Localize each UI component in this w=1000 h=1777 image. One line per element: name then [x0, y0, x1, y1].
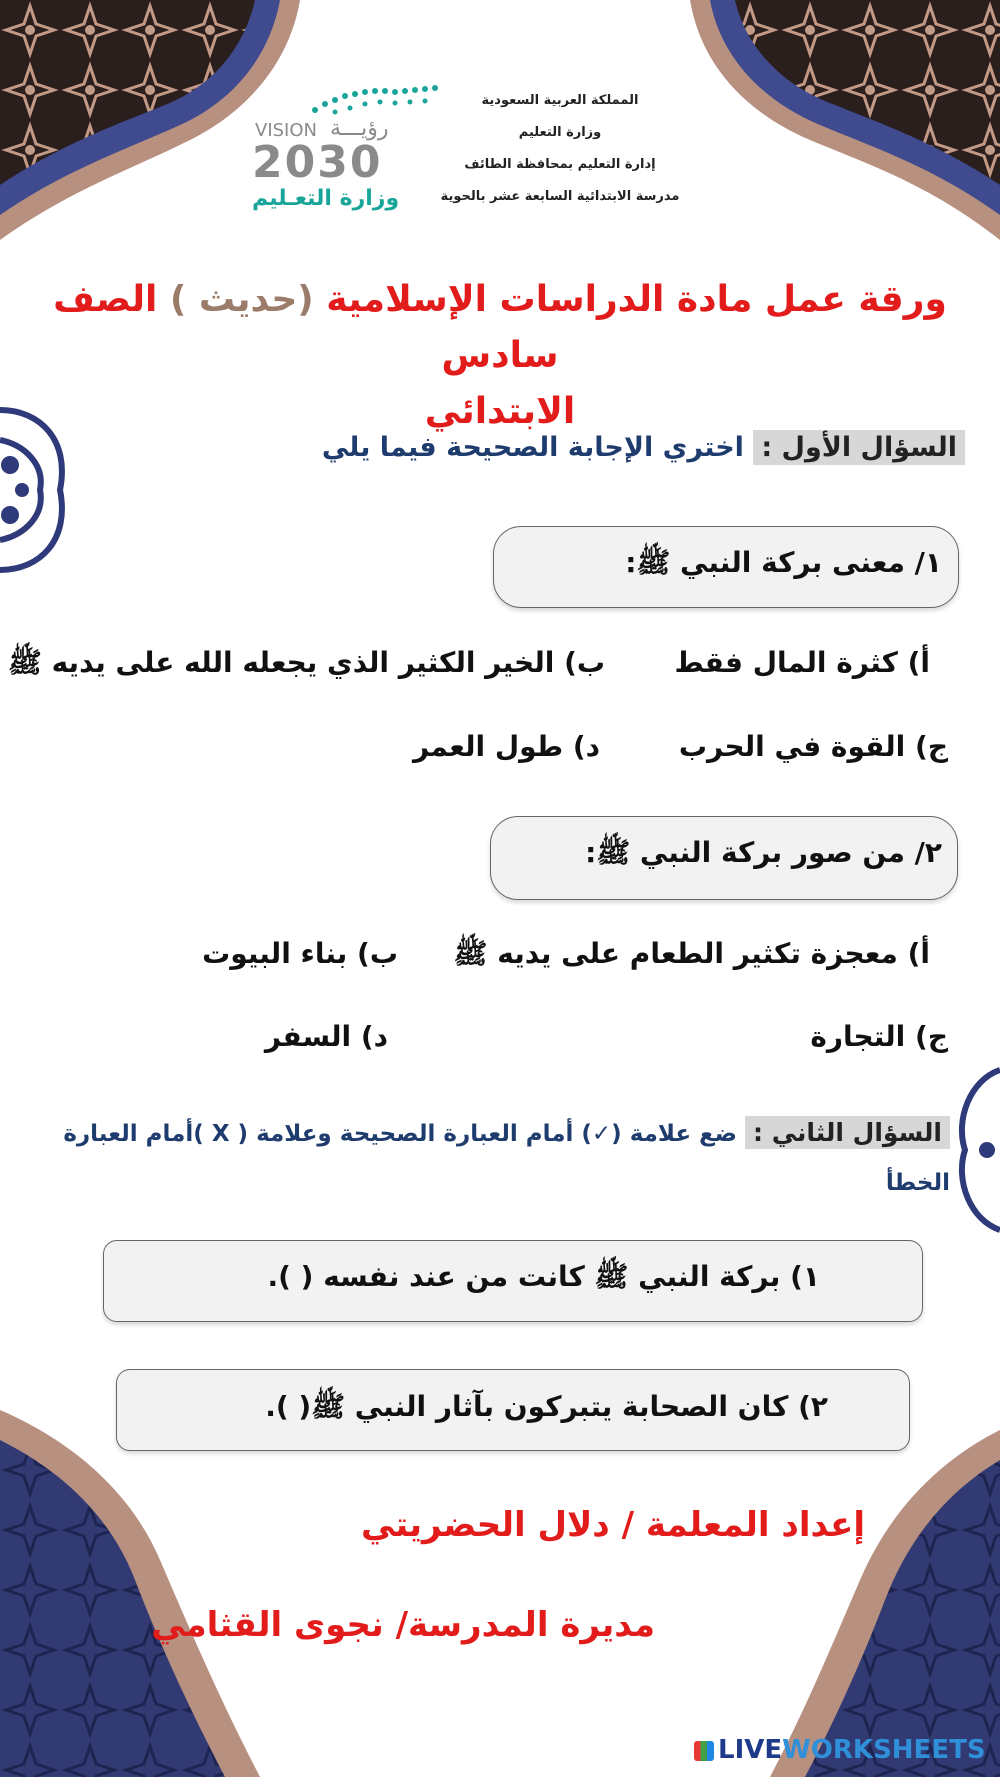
teacher-signature: إعداد المعلمة / دلال الحضريتي — [361, 1505, 865, 1545]
q1-item2-option-c[interactable]: ج) التجارة — [810, 1020, 948, 1053]
liveworksheets-watermark — [694, 1735, 986, 1765]
right-floral-ornament — [955, 1050, 1000, 1250]
question2-heading-line2 — [886, 1170, 950, 1196]
vision-arabic: رؤيـــة — [330, 116, 389, 141]
watermark-live: LIVE — [718, 1735, 783, 1765]
ministry-of-education-text: وزارة التعـليم — [252, 186, 400, 211]
principal-signature: مديرة المدرسة/ نجوى القثامي — [151, 1605, 655, 1645]
question2-statement1[interactable]: ١) بركة النبي ﷺ كانت من عند نفسه ( ). — [267, 1260, 820, 1293]
question1-label: السؤال الأول : — [753, 430, 965, 465]
header-country: المملكة العربية السعودية — [481, 93, 639, 108]
question2-statement2[interactable]: ٢) كان الصحابة يتبركون بآثار النبي ﷺ( ). — [265, 1390, 828, 1423]
vision-year: 2030 — [252, 137, 383, 188]
q1-item2-option-a[interactable]: أ) معجزة تكثير الطعام على يديه ﷺ — [453, 937, 930, 970]
worksheet-title — [40, 272, 960, 440]
question1-item2-prompt: ٢/ من صور بركة النبي ﷺ: — [585, 836, 942, 869]
question2-heading — [63, 1118, 950, 1147]
vision-2030-logo — [250, 82, 450, 217]
question1-item1-prompt: ١/ معنى بركة النبي ﷺ: — [625, 546, 942, 579]
title-grade: الصف سادس — [53, 279, 559, 376]
q1-item2-option-b[interactable]: ب) بناء البيوت — [202, 937, 398, 970]
q1-item1-option-d[interactable]: د) طول العمر — [413, 730, 600, 763]
title-part1: ورقة عمل مادة الدراسات الإسلامية — [326, 279, 947, 320]
question2-text: ضع علامة (✓) أمام العبارة الصحيحة وعلامة ( X )أمام العبارة — [63, 1121, 738, 1147]
question1-text: اختري الإجابة الصحيحة فيما يلي — [321, 432, 744, 463]
q1-item1-option-b[interactable]: ب) الخير الكثير الذي يجعله الله على يديه ﷺ — [8, 646, 605, 679]
q1-item2-option-d[interactable]: د) السفر — [264, 1020, 388, 1053]
header-ministry: وزارة التعليم — [518, 125, 602, 140]
bottom-decorative-frame — [0, 1380, 1000, 1777]
title-line2: الابتدائي — [424, 391, 576, 432]
watermark-worksheets: WORKSHEETS — [782, 1735, 986, 1765]
question2-label: السؤال الثاني : — [745, 1116, 950, 1149]
vision-text: VISION — [255, 120, 317, 141]
q1-item1-option-c[interactable]: ج) القوة في الحرب — [678, 730, 948, 763]
title-subject-paren: (حديث ) — [169, 279, 314, 320]
header-school: مدرسة الابتدائية السابعة عشر بالحوية — [440, 189, 680, 204]
header-directorate: إدارة التعليم بمحافظة الطائف — [464, 157, 656, 172]
question2-text-line2: الخطأ — [885, 1170, 950, 1196]
liveworksheets-logo-icon — [694, 1741, 714, 1761]
question1-heading — [322, 432, 965, 463]
q1-item1-option-a[interactable]: أ) كثرة المال فقط — [674, 646, 930, 679]
